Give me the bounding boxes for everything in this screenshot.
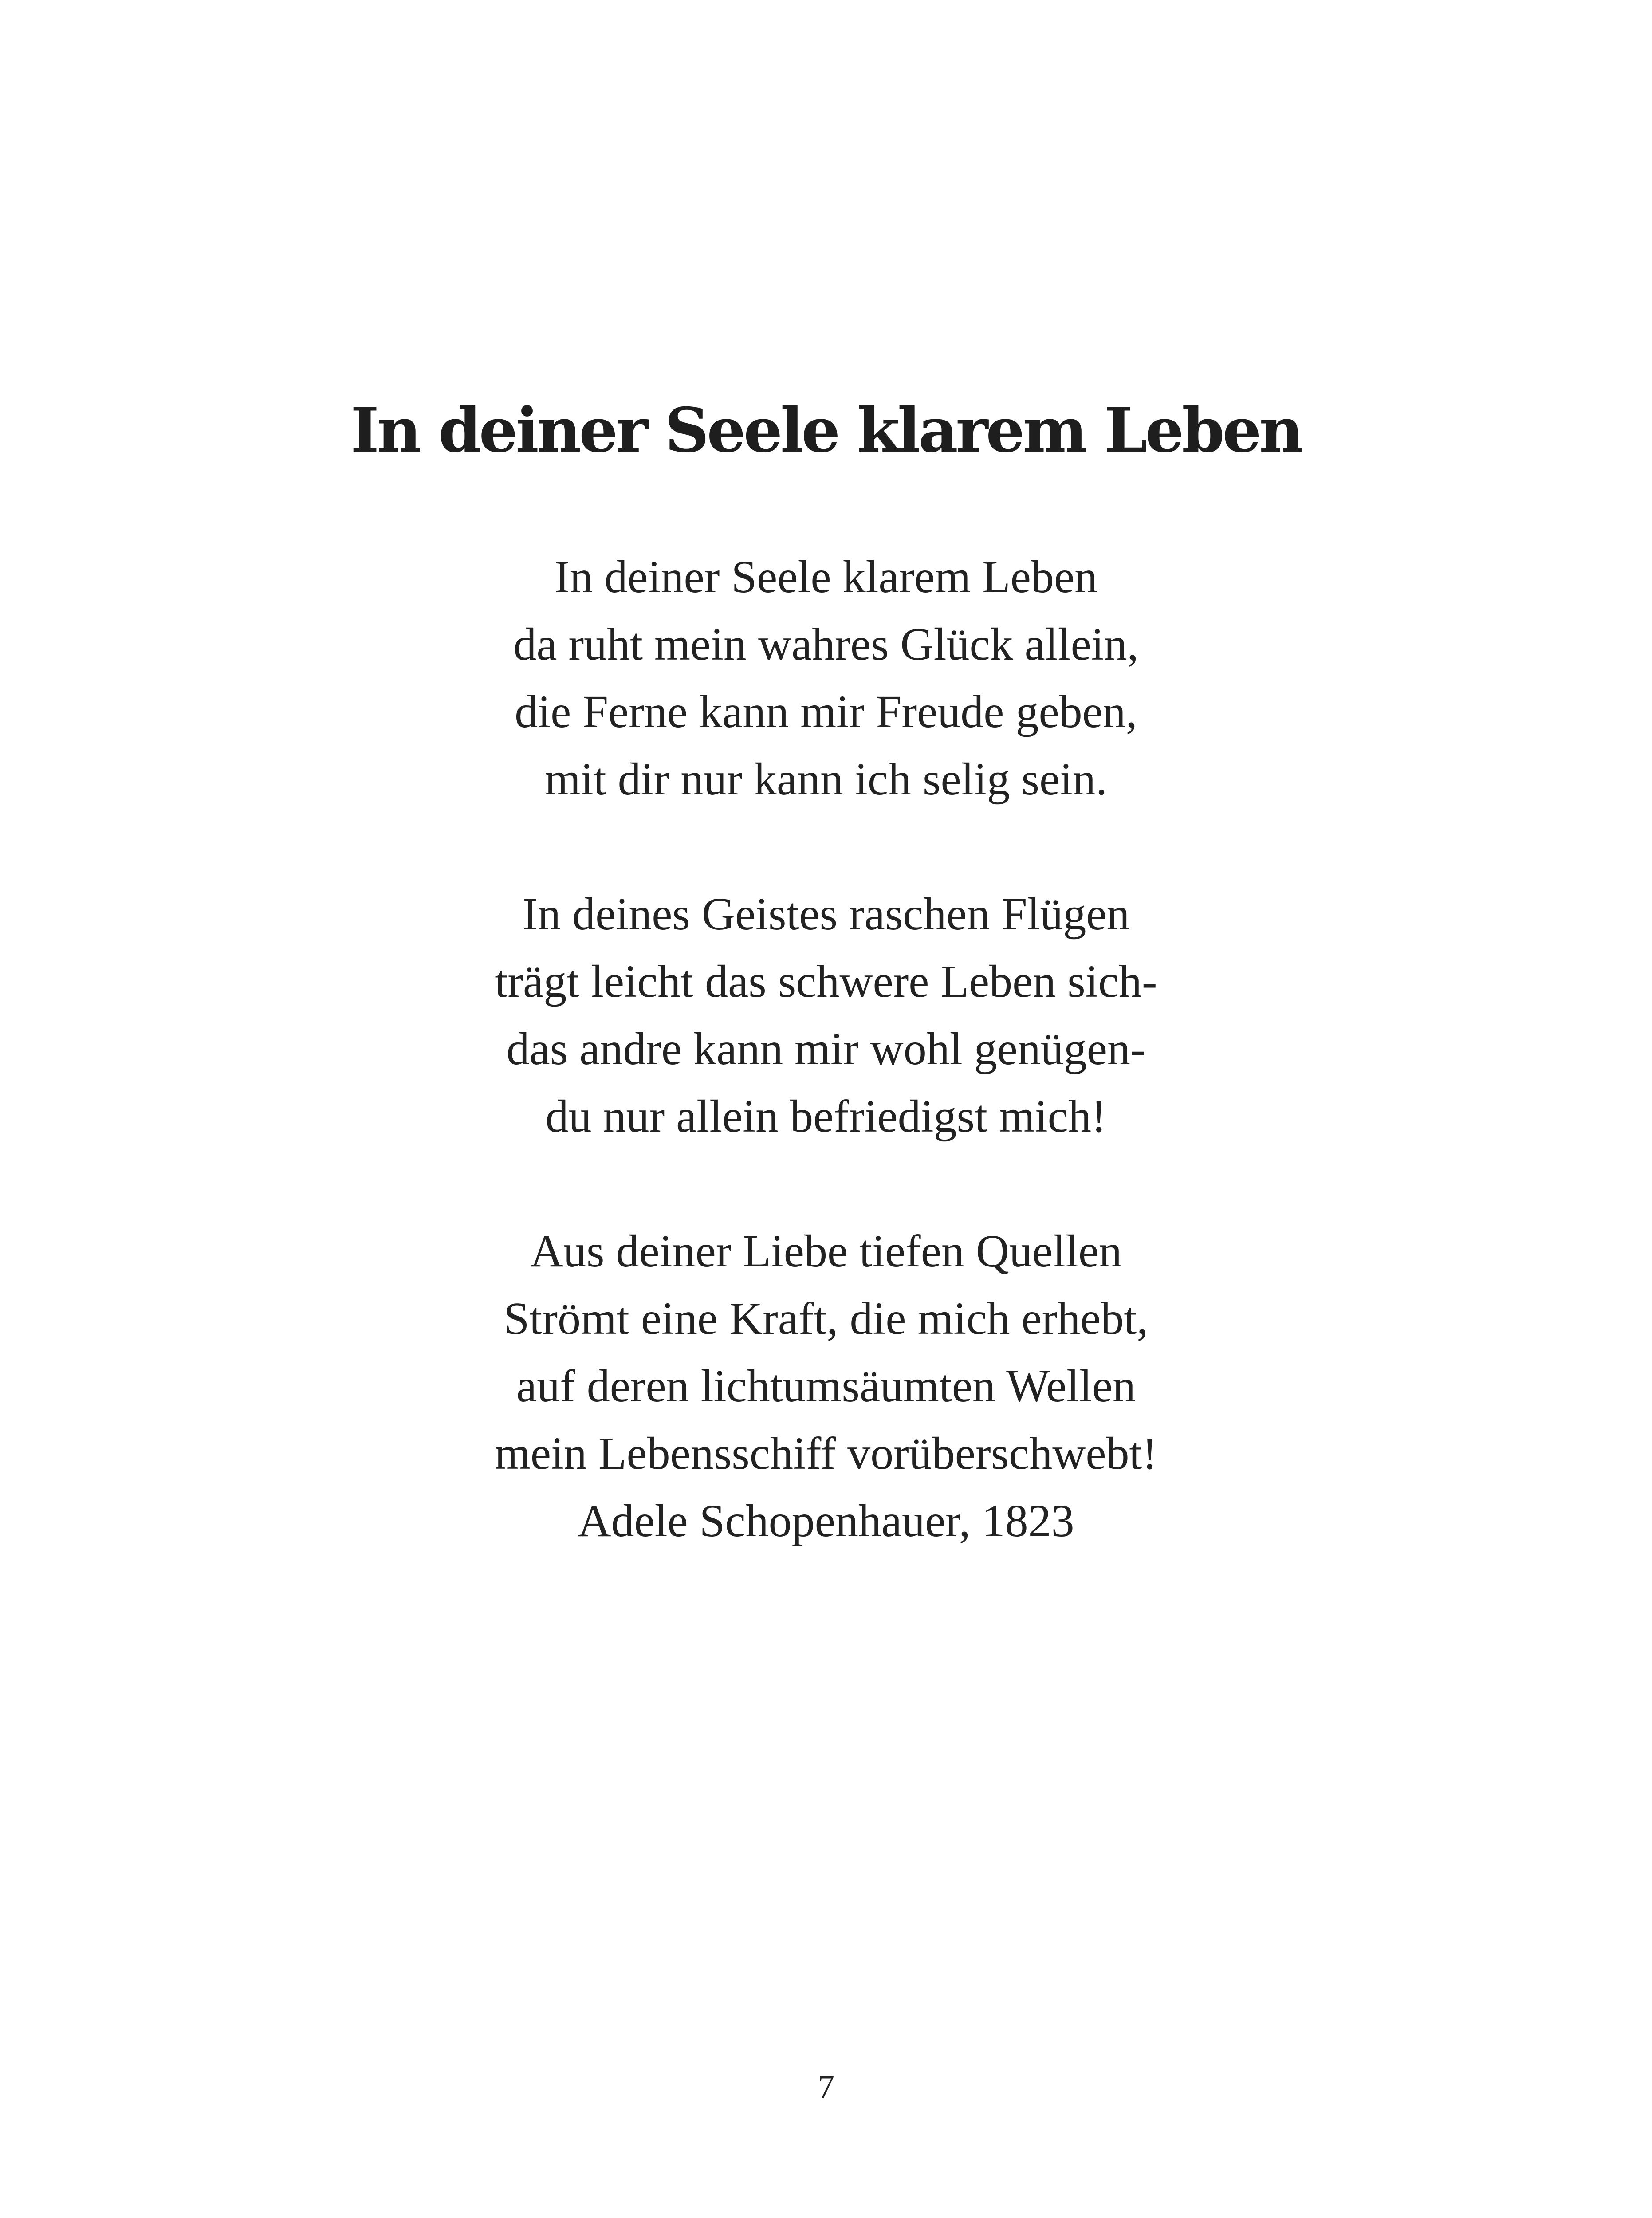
poem-line: die Ferne kann mir Freude geben, (515, 686, 1137, 737)
poem-attribution: Adele Schopenhauer, 1823 (578, 1495, 1074, 1546)
poem-line: In deiner Seele klarem Leben (554, 551, 1098, 602)
poem-body (0, 543, 1652, 1555)
poem-line: du nur allein befriedigst mich! (545, 1091, 1107, 1142)
poem-line: mein Lebensschiff vorüberschwebt! (494, 1428, 1158, 1479)
poem-line: mit dir nur kann ich selig sein. (544, 754, 1107, 805)
poem-line: In deines Geistes raschen Flügen (522, 889, 1130, 940)
page-number: 7 (818, 2069, 834, 2106)
stanza-3 (0, 1218, 1652, 1555)
poem-line: das andre kann mir wohl genügen- (506, 1023, 1146, 1074)
poem-line: auf deren lichtumsäumten Wellen (516, 1361, 1136, 1412)
poem-line: Strömt eine Kraft, die mich erhebt, (503, 1293, 1149, 1344)
poem-line: Aus deiner Liebe tiefen Quellen (530, 1226, 1122, 1277)
poem-line: da ruht mein wahres Glück allein, (513, 619, 1139, 670)
stanza-1 (0, 543, 1652, 813)
poem-line: trägt leicht das schwere Leben sich- (495, 956, 1157, 1007)
stanza-2 (0, 881, 1652, 1150)
poem-title: In deiner Seele klarem Leben (350, 394, 1302, 466)
